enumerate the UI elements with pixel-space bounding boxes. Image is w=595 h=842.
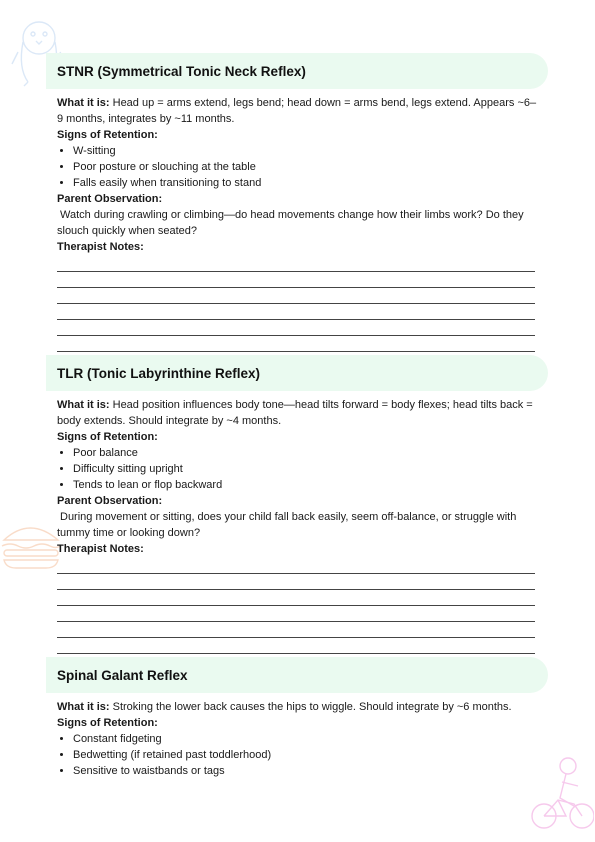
- note-line[interactable]: [57, 590, 535, 606]
- signs-list: [57, 445, 537, 493]
- note-line[interactable]: [57, 320, 535, 336]
- list-item: • Sensitive to waistbands or tags: [73, 763, 537, 779]
- signs-heading: [57, 429, 537, 445]
- observation-text: Watch during crawling or climbing—do head movements change how their limbs work? Do they slouch quickly when seated?: [57, 209, 524, 237]
- note-line[interactable]: [57, 606, 535, 622]
- what-it-is: [57, 95, 537, 127]
- list-item: • W-sitting: [73, 143, 537, 159]
- what-label: What it is:: [57, 399, 110, 411]
- section-tlr: [46, 355, 548, 654]
- list-item: • Bedwetting (if retained past toddlerhood): [73, 747, 537, 763]
- note-line[interactable]: [57, 622, 535, 638]
- note-line[interactable]: [57, 574, 535, 590]
- list-item: • Constant fidgeting: [73, 731, 537, 747]
- parent-label: Parent Observation:: [57, 193, 163, 205]
- what-it-is: [57, 699, 537, 715]
- what-text: Head up = arms extend, legs bend; head down = arms bend, legs extend. Appears ~6–9 months, integrates by ~11 months.: [57, 97, 537, 125]
- signs-list: [57, 731, 537, 779]
- section-title: TLR (Tonic Labyrinthine Reflex): [46, 355, 548, 391]
- section-title: STNR (Symmetrical Tonic Neck Reflex): [46, 53, 548, 89]
- signs-label: Signs of Retention:: [57, 129, 158, 141]
- observation-text: During movement or sitting, does your child fall back easily, seem off-balance, or struggle with tummy time or looking down?: [57, 511, 517, 539]
- note-line[interactable]: [57, 336, 535, 352]
- notes-heading: [57, 239, 537, 255]
- list-item: • Tends to lean or flop backward: [73, 477, 537, 493]
- what-text: Stroking the lower back causes the hips to wiggle. Should integrate by ~6 months.: [112, 701, 512, 713]
- section-stnr: [46, 53, 548, 352]
- notes-lines[interactable]: [57, 561, 537, 654]
- notes-heading: [57, 541, 537, 557]
- section-spinal-galant: [46, 657, 548, 779]
- note-line[interactable]: [57, 272, 535, 288]
- what-text: Head position influences body tone—head tilts forward = body flexes; head tilts back = body extends. Should integrate by ~4 months.: [57, 399, 533, 427]
- parent-label: Parent Observation:: [57, 495, 163, 507]
- what-label: What it is:: [57, 97, 110, 109]
- what-label: What it is:: [57, 701, 110, 713]
- section-title: Spinal Galant Reflex: [46, 657, 548, 693]
- signs-list: [57, 143, 537, 191]
- list-item: • Falls easily when transitioning to stand: [73, 175, 537, 191]
- note-line[interactable]: [57, 561, 535, 574]
- notes-lines[interactable]: [57, 259, 537, 352]
- notes-label: Therapist Notes:: [57, 543, 144, 555]
- list-item: • Poor posture or slouching at the table: [73, 159, 537, 175]
- parent-heading: [57, 493, 537, 509]
- what-it-is: [57, 397, 537, 429]
- signs-label: Signs of Retention:: [57, 717, 158, 729]
- signs-label: Signs of Retention:: [57, 431, 158, 443]
- list-item: • Poor balance: [73, 445, 537, 461]
- note-line[interactable]: [57, 288, 535, 304]
- signs-heading: [57, 127, 537, 143]
- note-line[interactable]: [57, 259, 535, 272]
- notes-label: Therapist Notes:: [57, 241, 144, 253]
- note-line[interactable]: [57, 304, 535, 320]
- signs-heading: [57, 715, 537, 731]
- parent-heading: [57, 191, 537, 207]
- note-line[interactable]: [57, 638, 535, 654]
- list-item: • Difficulty sitting upright: [73, 461, 537, 477]
